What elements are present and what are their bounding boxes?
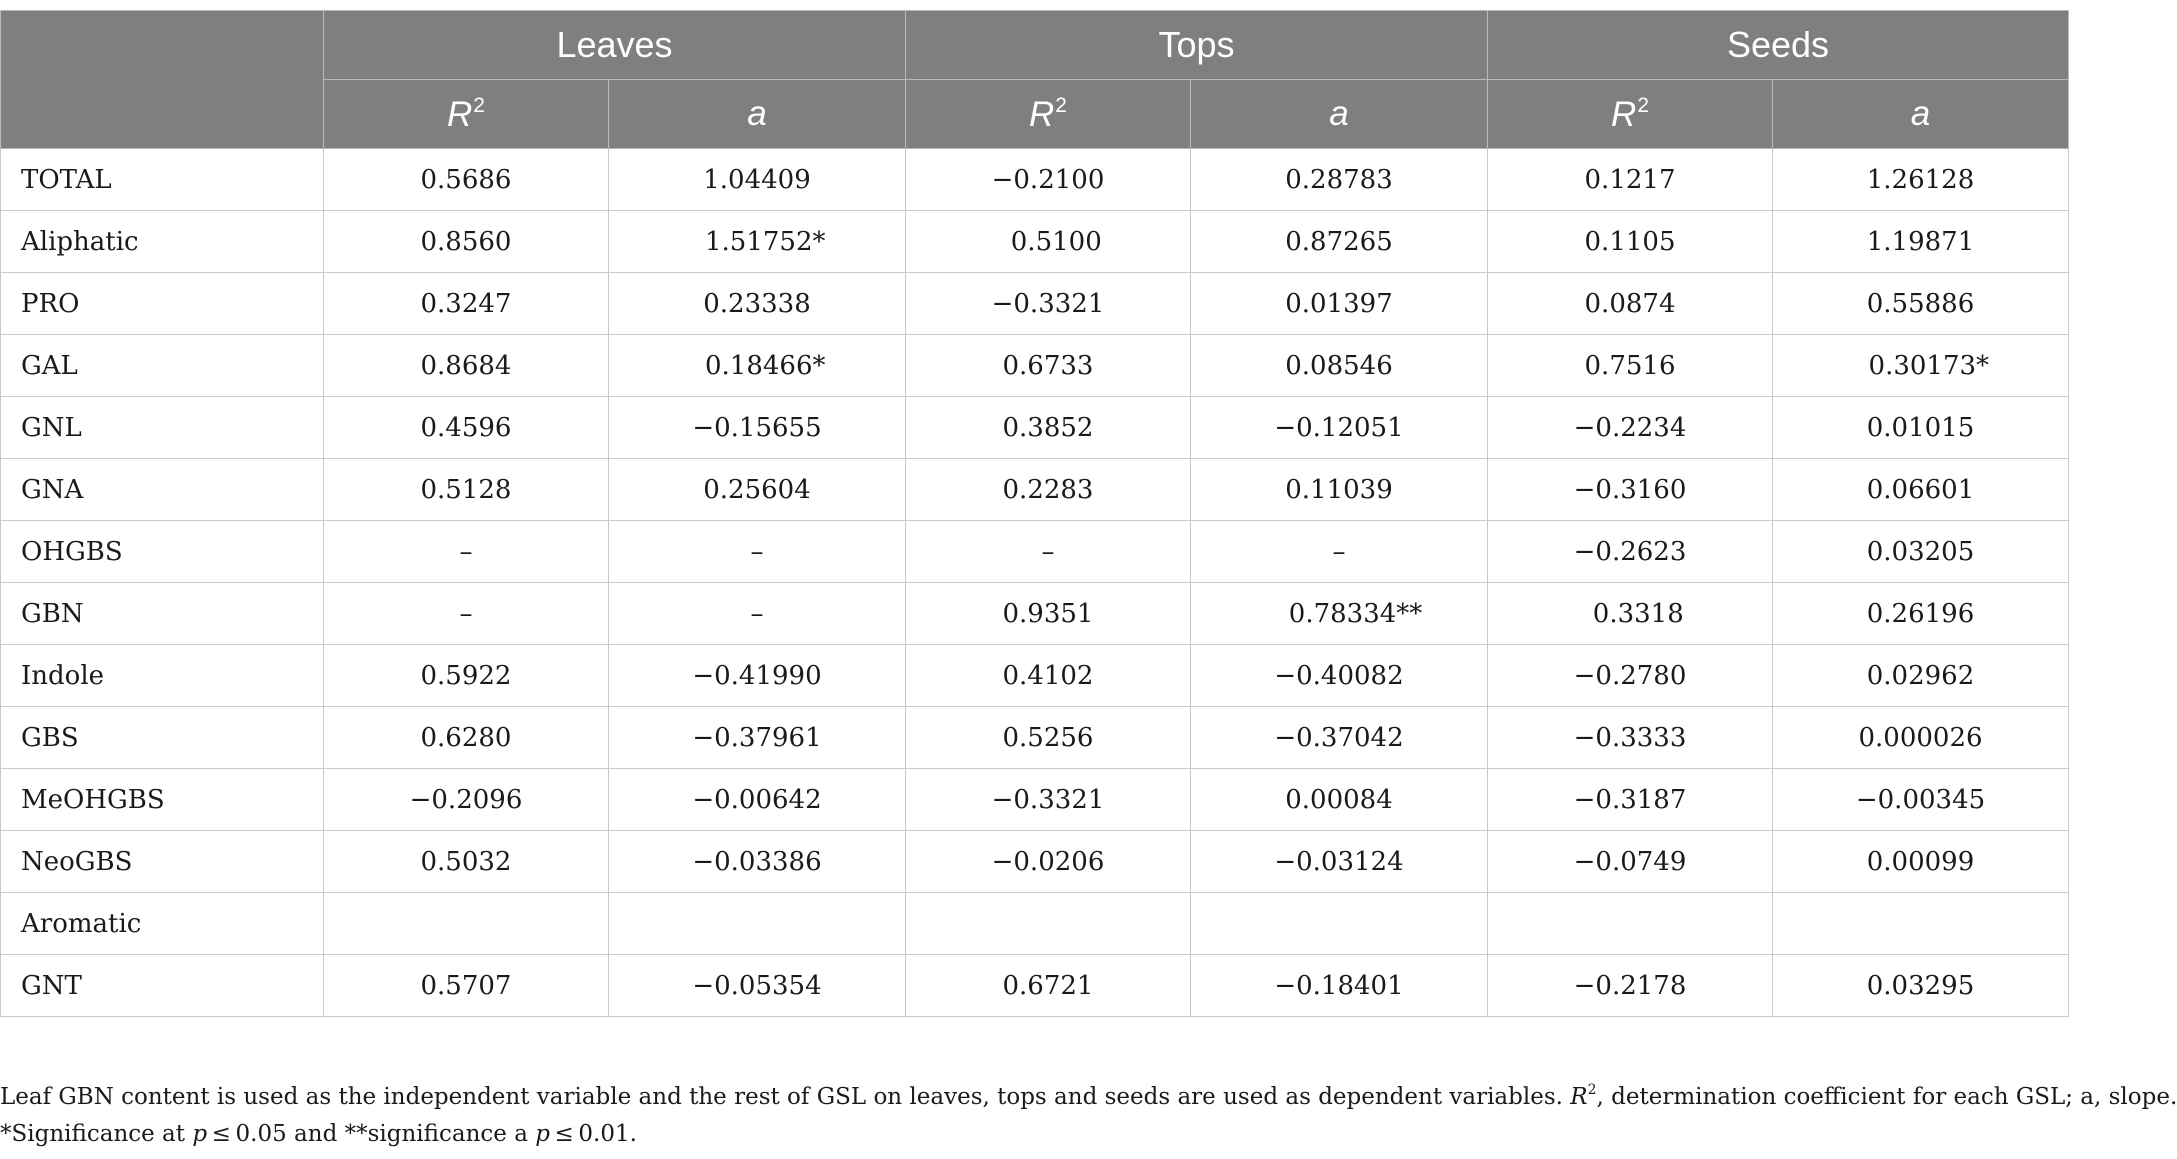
subheader-seeds-a: a	[1773, 80, 2069, 149]
cell-seeds-a: 0.06601	[1773, 459, 2069, 521]
cell-tops-a: −0.12051	[1191, 397, 1488, 459]
cell-seeds-a: 0.26196	[1773, 583, 2069, 645]
group-header-row	[1, 11, 2069, 80]
cell-leaves-a: –	[609, 583, 906, 645]
cell-leaves-a: –	[609, 521, 906, 583]
row-label: GNT	[1, 955, 324, 1017]
cell-seeds-a: 0.30173*	[1773, 335, 2069, 397]
cell-tops-a: −0.37042	[1191, 707, 1488, 769]
cell-tops-r2: 0.6721	[906, 955, 1191, 1017]
cell-leaves-a: −0.37961	[609, 707, 906, 769]
table-row	[1, 707, 2069, 769]
row-label: OHGBS	[1, 521, 324, 583]
cell-tops-r2: 0.2283	[906, 459, 1191, 521]
cell-tops-r2: 0.9351	[906, 583, 1191, 645]
table-row	[1, 955, 2069, 1017]
subheader-leaves-a: a	[609, 80, 906, 149]
row-label: GAL	[1, 335, 324, 397]
cell-leaves-r2: 0.6280	[324, 707, 609, 769]
cell-leaves-r2: 0.3247	[324, 273, 609, 335]
cell-leaves-r2: 0.5686	[324, 149, 609, 211]
table-body	[1, 149, 2069, 1017]
group-header-tops: Tops	[906, 11, 1488, 80]
cell-leaves-a: −0.41990	[609, 645, 906, 707]
cell-leaves-a: −0.00642	[609, 769, 906, 831]
row-label: GBS	[1, 707, 324, 769]
corner-header-cell	[1, 11, 324, 149]
subheader-leaves-r2: $R^2$	[324, 80, 609, 149]
cell-seeds-a: 0.03205	[1773, 521, 2069, 583]
cell-tops-r2: −0.2100	[906, 149, 1191, 211]
cell-leaves-a: 1.51752*	[609, 211, 906, 273]
row-label: PRO	[1, 273, 324, 335]
cell-leaves-r2: 0.8560	[324, 211, 609, 273]
cell-leaves-a: 1.04409	[609, 149, 906, 211]
cell-leaves-r2: –	[324, 583, 609, 645]
row-label: Aromatic	[1, 893, 324, 955]
cell-seeds-r2: 0.1105	[1488, 211, 1773, 273]
row-label: MeOHGBS	[1, 769, 324, 831]
row-label: NeoGBS	[1, 831, 324, 893]
table-header	[1, 11, 2069, 149]
cell-tops-a: 0.87265	[1191, 211, 1488, 273]
row-label: GNL	[1, 397, 324, 459]
cell-seeds-r2: −0.2234	[1488, 397, 1773, 459]
cell-tops-r2: –	[906, 521, 1191, 583]
cell-seeds-r2: −0.3160	[1488, 459, 1773, 521]
cell-seeds-a	[1773, 893, 2069, 955]
cell-seeds-a: 1.26128	[1773, 149, 2069, 211]
cell-tops-r2: 0.5100	[906, 211, 1191, 273]
cell-seeds-a: −0.00345	[1773, 769, 2069, 831]
cell-seeds-r2: −0.3187	[1488, 769, 1773, 831]
cell-tops-a: 0.28783	[1191, 149, 1488, 211]
table-row	[1, 645, 2069, 707]
cell-tops-a: −0.40082	[1191, 645, 1488, 707]
cell-seeds-r2: 0.3318	[1488, 583, 1773, 645]
cell-tops-r2: 0.3852	[906, 397, 1191, 459]
cell-tops-a: −0.03124	[1191, 831, 1488, 893]
cell-tops-r2: −0.3321	[906, 273, 1191, 335]
cell-seeds-a: 0.00099	[1773, 831, 2069, 893]
cell-seeds-a: 0.000026	[1773, 707, 2069, 769]
table-row	[1, 273, 2069, 335]
cell-seeds-r2: 0.1217	[1488, 149, 1773, 211]
cell-seeds-a: 0.55886	[1773, 273, 2069, 335]
cell-leaves-r2: 0.8684	[324, 335, 609, 397]
cell-leaves-r2: 0.5922	[324, 645, 609, 707]
cell-leaves-r2: 0.5128	[324, 459, 609, 521]
cell-seeds-r2: −0.3333	[1488, 707, 1773, 769]
cell-leaves-a: −0.05354	[609, 955, 906, 1017]
glucosinolate-regression-table	[0, 10, 2069, 1017]
row-label: TOTAL	[1, 149, 324, 211]
cell-leaves-a: 0.25604	[609, 459, 906, 521]
cell-leaves-r2: −0.2096	[324, 769, 609, 831]
row-label: GNA	[1, 459, 324, 521]
group-header-seeds: Seeds	[1488, 11, 2069, 80]
table-row	[1, 397, 2069, 459]
footnote-line-1: Leaf GBN content is used as the independent variable and the rest of GSL on leaves, tops and seeds are used as dependent variables. $R^2$, determination coefficient for each GSL; a, slope.	[0, 1082, 2177, 1110]
cell-tops-a: 0.11039	[1191, 459, 1488, 521]
cell-leaves-a: 0.23338	[609, 273, 906, 335]
table-row	[1, 149, 2069, 211]
cell-seeds-a: 0.02962	[1773, 645, 2069, 707]
cell-leaves-r2: 0.4596	[324, 397, 609, 459]
cell-seeds-a: 1.19871	[1773, 211, 2069, 273]
subheader-tops-r2: $R^2$	[906, 80, 1191, 149]
cell-tops-r2: 0.4102	[906, 645, 1191, 707]
row-label: Aliphatic	[1, 211, 324, 273]
cell-leaves-a: −0.03386	[609, 831, 906, 893]
cell-seeds-r2	[1488, 893, 1773, 955]
cell-tops-a: –	[1191, 521, 1488, 583]
cell-tops-a: 0.08546	[1191, 335, 1488, 397]
cell-seeds-r2: 0.7516	[1488, 335, 1773, 397]
cell-tops-a: 0.01397	[1191, 273, 1488, 335]
cell-leaves-r2: 0.5032	[324, 831, 609, 893]
cell-tops-r2	[906, 893, 1191, 955]
cell-leaves-a: −0.15655	[609, 397, 906, 459]
cell-leaves-r2: 0.5707	[324, 955, 609, 1017]
subheader-tops-a: a	[1191, 80, 1488, 149]
cell-leaves-r2: –	[324, 521, 609, 583]
cell-seeds-r2: −0.2623	[1488, 521, 1773, 583]
cell-seeds-a: 0.03295	[1773, 955, 2069, 1017]
cell-leaves-a	[609, 893, 906, 955]
table-footnote	[0, 1072, 2177, 1153]
table-row	[1, 583, 2069, 645]
cell-leaves-a: 0.18466*	[609, 335, 906, 397]
table-row	[1, 769, 2069, 831]
cell-tops-r2: 0.5256	[906, 707, 1191, 769]
cell-tops-a: 0.78334**	[1191, 583, 1488, 645]
cell-seeds-r2: 0.0874	[1488, 273, 1773, 335]
cell-tops-a: −0.18401	[1191, 955, 1488, 1017]
cell-seeds-r2: −0.2178	[1488, 955, 1773, 1017]
table-row	[1, 335, 2069, 397]
cell-leaves-r2	[324, 893, 609, 955]
table-row	[1, 893, 2069, 955]
table-container	[0, 10, 2068, 1017]
table-row	[1, 831, 2069, 893]
table-row	[1, 211, 2069, 273]
cell-tops-a: 0.00084	[1191, 769, 1488, 831]
table-row	[1, 459, 2069, 521]
subheader-seeds-r2: $R^2$	[1488, 80, 1773, 149]
group-header-leaves: Leaves	[324, 11, 906, 80]
table-row	[1, 521, 2069, 583]
footnote-line-2: *Significance at p ≤ 0.05 and **significance a p ≤ 0.01.	[0, 1121, 637, 1147]
cell-tops-a	[1191, 893, 1488, 955]
cell-tops-r2: −0.3321	[906, 769, 1191, 831]
cell-tops-r2: −0.0206	[906, 831, 1191, 893]
cell-seeds-r2: −0.2780	[1488, 645, 1773, 707]
cell-tops-r2: 0.6733	[906, 335, 1191, 397]
row-label: Indole	[1, 645, 324, 707]
cell-seeds-r2: −0.0749	[1488, 831, 1773, 893]
row-label: GBN	[1, 583, 324, 645]
cell-seeds-a: 0.01015	[1773, 397, 2069, 459]
